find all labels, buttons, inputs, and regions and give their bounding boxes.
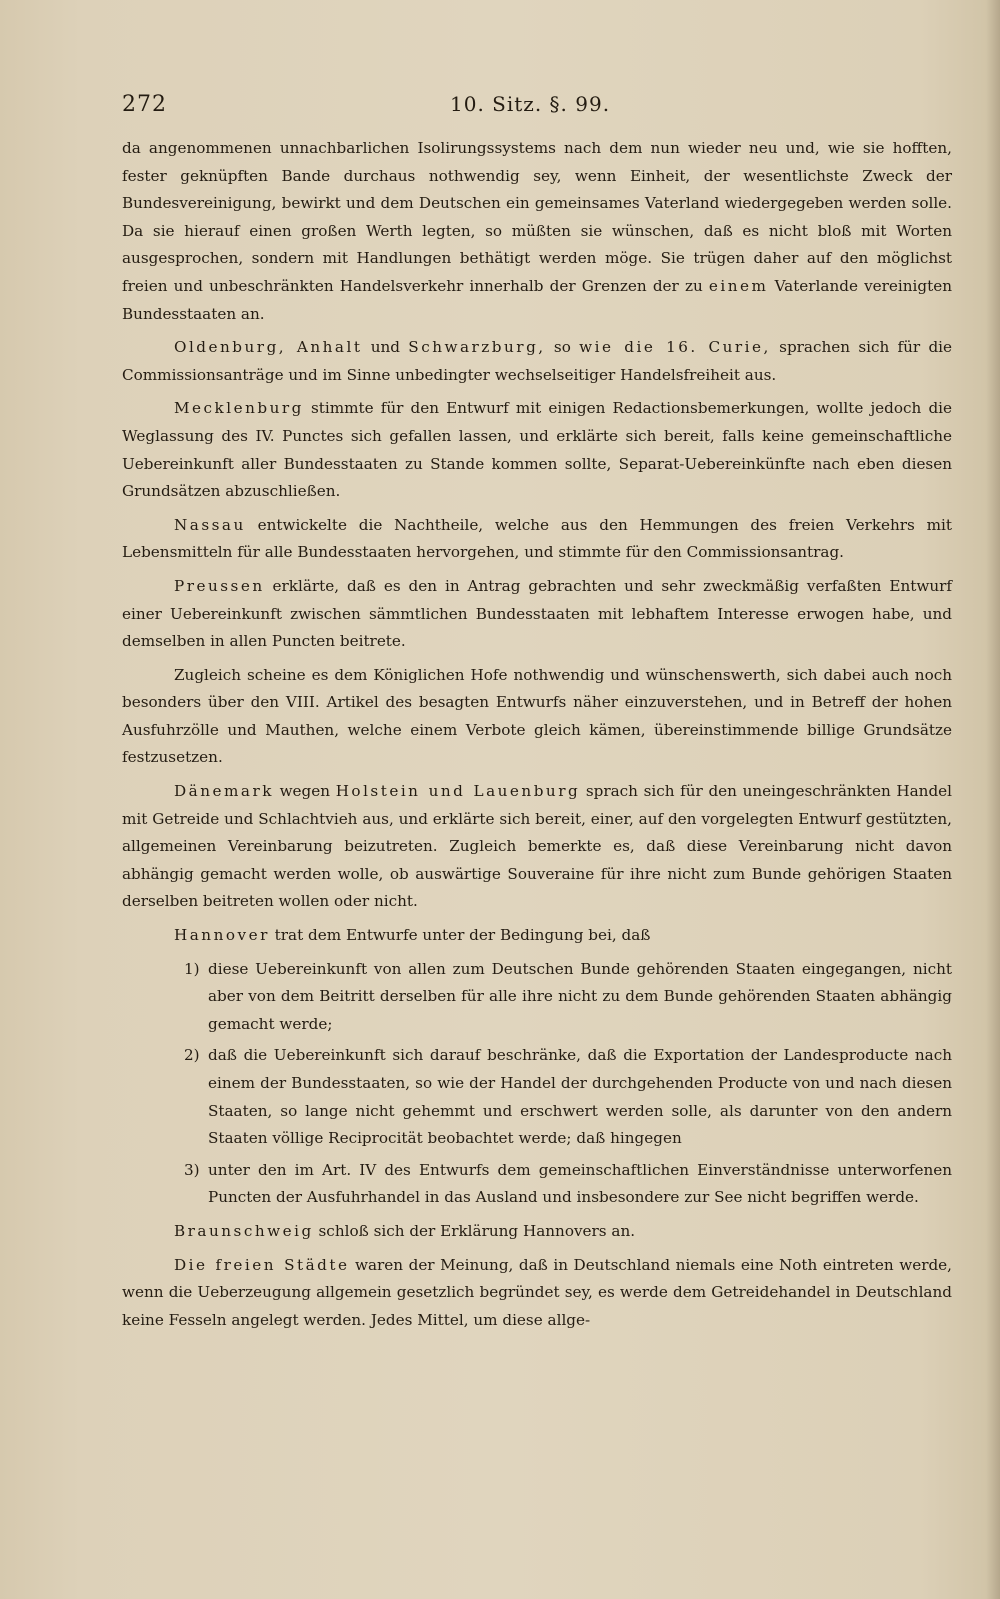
conditions-list <box>122 956 952 1212</box>
paragraph-zugleich: Zugleich scheine es dem Königlichen Hofe nothwendig und wünschenswerth, sich dabei auch noch besonders über den VIII. Artikel des besagten Entwurfs näher einzuverstehen, und in Betreff der hohen Ausfuhrzölle und Mauthen, welche einem Verbote gleich kämen, übereinstimmende billige Grundsätze festzusetzen. <box>122 665 952 767</box>
running-head: 10. Sitz. §. 99. <box>450 92 611 116</box>
speaker-name: Hannover <box>174 926 270 945</box>
list-number: 1) <box>184 959 200 978</box>
speaker-name: Dänemark <box>174 782 274 801</box>
list-item: 3) unter den im Art. IV des Entwurfs dem gemeinschaftlichen Einverständnisse unterworfenen Puncten der Ausfuhrhandel in das Ausland und insbesondere zur See nicht begriffen werde. <box>122 1157 952 1212</box>
paragraph-preussen: Preussen erklärte, daß es den in Antrag gebrachten und sehr zweckmäßig verfaßten Entwurf einer Uebereinkunft zwischen sämmtlichen Bundesstaaten mit lebhaftem Interesse erwogen habe, und demselben in allen Puncten beitrete. <box>122 576 953 651</box>
speaker-name: Die freien Städte <box>174 1255 350 1274</box>
speaker-name: Nassau <box>174 515 246 534</box>
page-header <box>122 92 952 124</box>
list-number: 2) <box>184 1046 200 1065</box>
list-item: 2) daß die Uebereinkunft sich darauf beschränke, daß die Exportation der Landesproducte nach einem der Bundesstaaten, so wie der Handel der durchgehenden Producte von und nach diesen Staaten, so lange nicht gehemmt und erschwert werden solle, als darunter von den andern Staaten völlige Reciprocität beobachtet werde; daß hingegen <box>122 1042 952 1152</box>
speaker-name: Preussen <box>174 576 265 595</box>
paragraph-braunschweig: Braunschweig schloß sich der Erklärung Hannovers an. <box>174 1221 636 1240</box>
spaced-word: einem <box>708 276 769 295</box>
paragraph-oldenburg: Oldenburg, Anhalt und Schwarzburg, so wie die 16. Curie, sprachen sich für die Commissionsanträge und im Sinne unbedingter wechselseitiger Handelsfreiheit aus. <box>122 338 953 384</box>
page-edge-shadow <box>986 0 1000 1599</box>
body-text <box>122 135 952 1340</box>
paragraph-continuation: da angenommenen unnachbarlichen Isolirungssystems nach dem nun wieder neu und, wie sie hofften, fester geknüpften Bande durchaus nothwendig sey, wenn Einheit, der wesentlichste Zweck der Bundesvereinigung, bewirkt und dem Deutschen ein gemeinsames Vaterland wiedergegeben werden solle. Da sie hierauf einen großen Werth legten, so müßten sie wünschen, daß es nicht bloß mit Worten ausgesprochen, sondern mit Handlungen bethätigt werden möge. Sie trügen daher auf den möglichst freien und unbeschränkten Handelsverkehr innerhalb der Grenzen der zu einem Vaterlande vereinigten Bundesstaaten an. <box>122 139 953 323</box>
list-number: 3) <box>184 1160 200 1179</box>
spaced-phrase: wie die 16. Curie, <box>579 338 771 357</box>
speaker-name: Oldenburg, Anhalt <box>174 338 363 357</box>
page-number: 272 <box>122 92 167 117</box>
speaker-name: Mecklenburg <box>174 399 304 418</box>
paragraph-hannover: Hannover trat dem Entwurfe unter der Bedingung bei, daß <box>174 926 651 945</box>
paragraph-daenemark: Dänemark wegen Holstein und Lauenburg sprach sich für den uneingeschränkten Handel mit Getreide und Schlachtvieh aus, und erklärte sich bereit, einer, auf den vorgelegten Entwurf gestützten, allgemeinen Vereinbarung beizutreten. Zugleich bemerkte es, daß diese Vereinbarung nicht davon abhängig gemacht werden wolle, ob auswärtige Souveraine für ihre nicht zum Bunde gehörigen Staaten derselben beitreten wollen oder nicht. <box>122 782 953 911</box>
speaker-name: Schwarzburg, <box>408 338 546 357</box>
speaker-name: Braunschweig <box>174 1221 314 1240</box>
paragraph-freie-staedte: Die freien Städte waren der Meinung, daß in Deutschland niemals eine Noth eintreten werde, wenn die Ueberzeugung allgemein gesetzlich begründet sey, es werde dem Getreidehandel in Deutschland keine Fesseln angelegt werden. Jedes Mittel, um diese allge- <box>122 1255 952 1329</box>
spaced-phrase: Holstein und Lauenburg <box>335 782 581 801</box>
paragraph-nassau: Nassau entwickelte die Nachtheile, welche aus den Hemmungen des freien Verkehrs mit Lebensmitteln für alle Bundesstaaten hervorgehen, und stimmte für den Commissionsantrag. <box>122 515 953 562</box>
list-item: 1) diese Uebereinkunft von allen zum Deutschen Bunde gehörenden Staaten eingegangen, nicht aber von dem Beitritt derselben für alle ihre nicht zu dem Bunde gehörenden Staaten abhängig gemacht werde; <box>122 956 952 1039</box>
paragraph-mecklenburg: Mecklenburg stimmte für den Entwurf mit einigen Redactionsbemerkungen, wollte jedoch die Weglassung des IV. Punctes sich gefallen lassen, und erklärte sich bereit, falls keine gemeinschaftliche Uebereinkunft aller Bundesstaaten zu Stande kommen sollte, Separat-Uebereinkünfte nach eben diesen Grundsätzen abzuschließen. <box>122 399 953 501</box>
